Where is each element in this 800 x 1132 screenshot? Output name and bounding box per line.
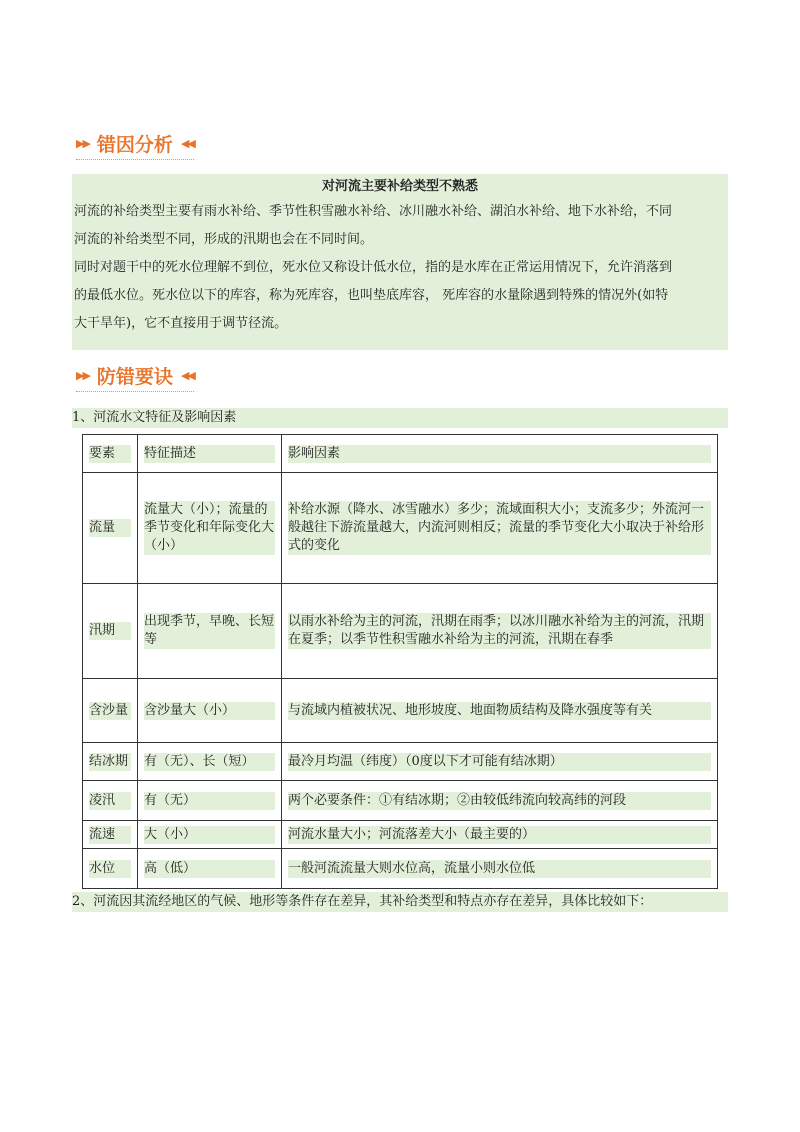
desc-cell: 含沙量大（小） xyxy=(144,702,275,720)
desc-cell: 高（低） xyxy=(144,860,275,878)
desc-cell: 出现季节，早晚、长短等 xyxy=(144,614,275,647)
section-header-error-analysis xyxy=(76,128,194,158)
analysis-line: 河流的补给类型主要有雨水补给、季节性积雪融水补给、冰川融水补给、湖泊水补给、地下水补给，不同 xyxy=(74,204,673,219)
left-arrows-icon: ◀◀ xyxy=(180,368,194,382)
header-cell: 特征描述 xyxy=(144,445,275,463)
table-row xyxy=(83,473,718,584)
analysis-box xyxy=(72,174,728,350)
influence-cell: 以雨水补给为主的河流，汛期在雨季；以冰川融水补给为主的河流，汛期在夏季；以季节性积雪融水补给为主的河流，汛期在春季 xyxy=(288,613,711,649)
factor-cell: 流量 xyxy=(89,519,131,537)
factor-cell: 流速 xyxy=(89,826,131,844)
desc-cell: 流量大（小）；流量的季节变化和年际变化大（小） xyxy=(144,502,275,553)
table-row xyxy=(83,679,718,743)
header-cell: 影响因素 xyxy=(288,445,711,463)
header-cell: 要素 xyxy=(89,445,131,463)
table-row xyxy=(83,743,718,781)
influence-cell: 与流域内植被状况、地形坡度、地面物质结构及降水强度等有关 xyxy=(288,702,711,720)
factor-cell: 结冰期 xyxy=(89,753,131,771)
analysis-line: 大干旱年)，它不直接用于调节径流。 xyxy=(74,316,288,331)
influence-cell: 两个必要条件：①有结冰期；②由较低纬流向较高纬的河段 xyxy=(288,792,711,810)
section-title: 防错要诀 xyxy=(96,365,173,388)
factor-cell: 水位 xyxy=(89,860,131,878)
influence-cell: 最冷月均温（纬度）（0度以下才可能有结冰期） xyxy=(288,753,711,771)
factor-cell: 凌汛 xyxy=(89,792,131,810)
table-row xyxy=(83,584,718,679)
analysis-line: 同时对题干中的死水位理解不到位，死水位又称设计低水位，指的是水库在正常运用情况下，允许消落到 xyxy=(74,260,673,275)
influence-cell: 一般河流流量大则水位高，流量小则水位低 xyxy=(288,860,711,878)
hydrology-factors-table xyxy=(82,434,718,889)
right-arrows-icon: ▶▶ xyxy=(76,368,89,382)
dotted-underline xyxy=(76,391,194,392)
analysis-heading: 对河流主要补给类型不熟悉 xyxy=(321,179,478,194)
analysis-line: 的最低水位。死水位以下的库容，称为死库容，也叫垫底库容， 死库容的水量除遇到特殊的情况外(如特 xyxy=(74,288,669,303)
point-2-heading: 2、河流因其流经地区的气候、地形等条件存在差异，其补给类型和特点亦存在差异，具体比较如下： xyxy=(72,892,728,912)
point-1-heading: 1、河流水文特征及影响因素 xyxy=(72,408,728,428)
table-header-row xyxy=(83,435,718,473)
desc-cell: 大（小） xyxy=(144,826,275,844)
factor-cell: 含沙量 xyxy=(89,702,131,720)
desc-cell: 有（无） xyxy=(144,792,275,810)
dotted-underline xyxy=(76,159,194,160)
table-row xyxy=(83,849,718,889)
left-arrows-icon: ◀◀ xyxy=(180,136,194,150)
table-row xyxy=(83,821,718,849)
factor-cell: 汛期 xyxy=(89,622,131,640)
table-row xyxy=(83,781,718,821)
analysis-line: 河流的补给类型不同，形成的汛期也会在不同时间。 xyxy=(74,232,374,247)
influence-cell: 河流水量大小；河流落差大小（最主要的） xyxy=(288,826,711,844)
influence-cell: 补给水源（降水、冰雪融水）多少；流域面积大小；支流多少；外流河一般越往下游流量越大，内流河则相反；流量的季节变化大小取决于补给形式的变化 xyxy=(288,501,711,555)
section-title: 错因分析 xyxy=(96,133,173,156)
right-arrows-icon: ▶▶ xyxy=(76,136,89,150)
desc-cell: 有（无）、长（短） xyxy=(144,753,275,771)
section-header-tips xyxy=(76,360,194,390)
